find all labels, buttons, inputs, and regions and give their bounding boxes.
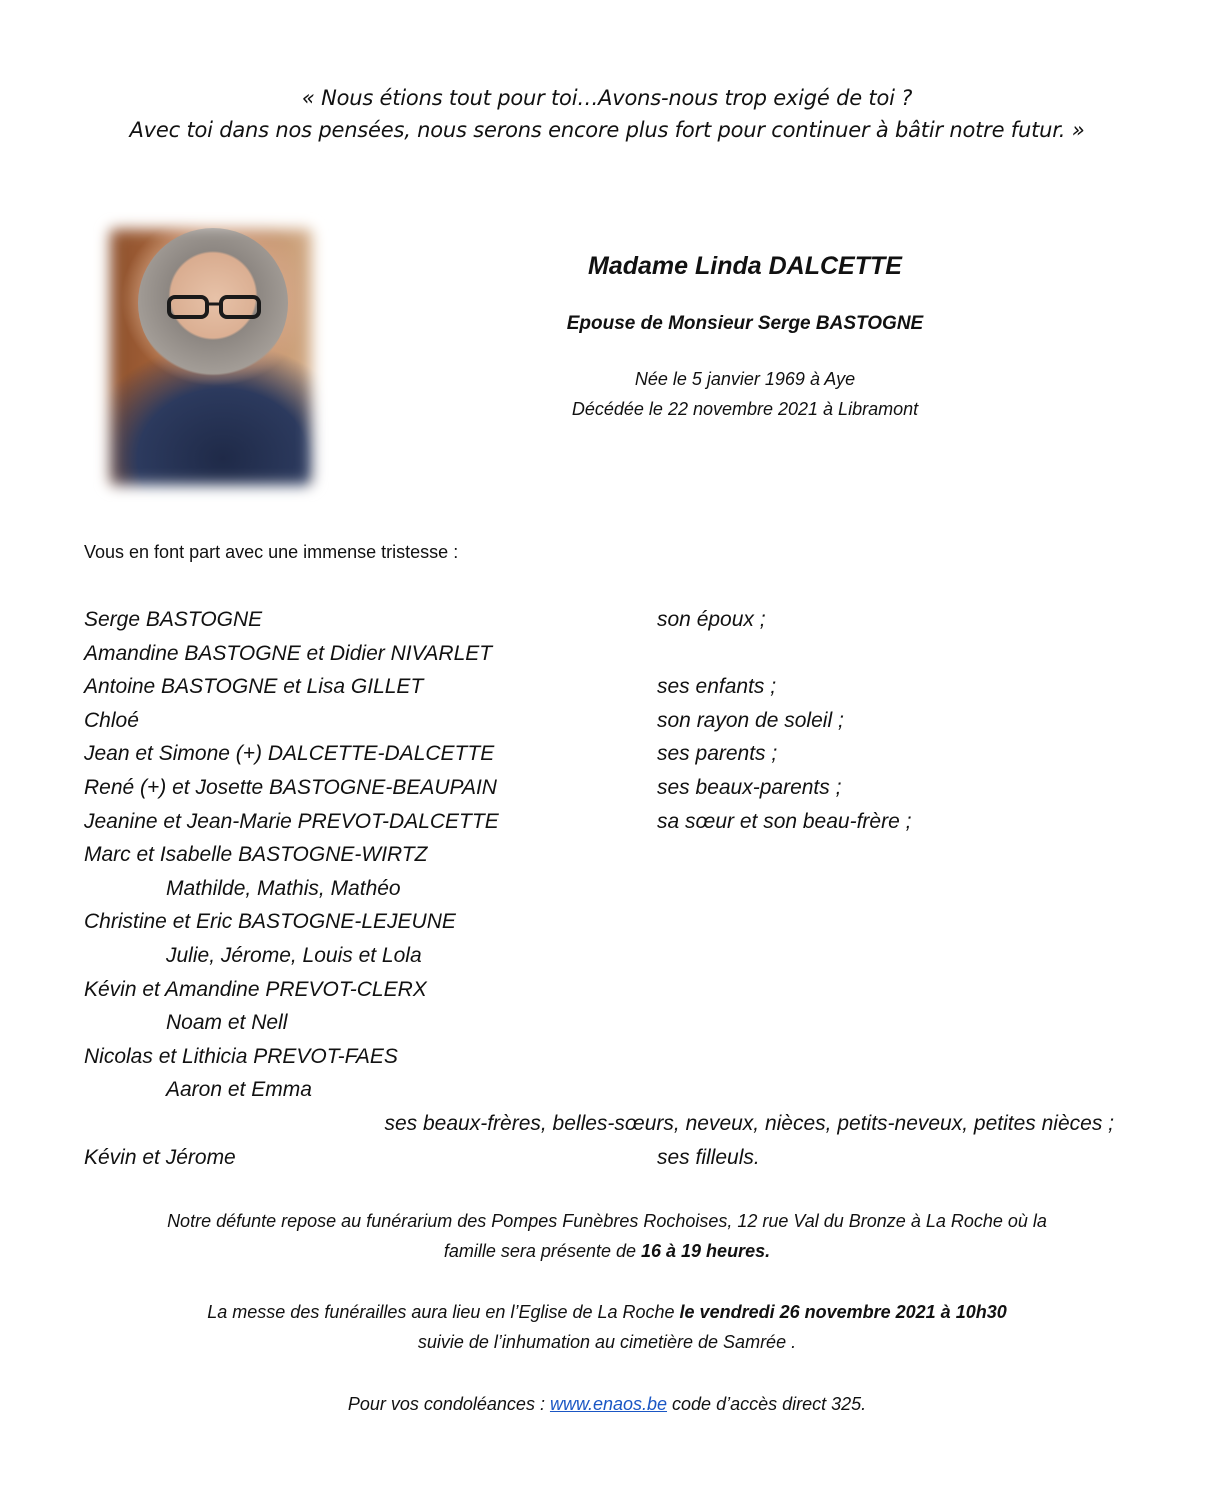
family-row (84, 1141, 1144, 1175)
family-member-children: Julie, Jérome, Louis et Lola (166, 943, 422, 967)
family-member: René (+) et Josette BASTOGNE-BEAUPAIN (84, 775, 497, 799)
life-dates (470, 364, 1020, 424)
mass-text-1: La messe des funérailles aura lieu en l’Eglise de La Roche (207, 1302, 680, 1322)
death-line: Décédée le 22 novembre 2021 à Libramont (571, 399, 919, 419)
family-row (84, 704, 1144, 738)
deceased-name: Madame Linda DALCETTE (588, 252, 902, 280)
family-row (84, 838, 1144, 872)
family-member: Amandine BASTOGNE et Didier NIVARLET (84, 641, 493, 665)
visiting-hours: 16 à 19 heures. (641, 1241, 771, 1261)
family-list (84, 603, 1144, 1174)
family-member: Nicolas et Lithicia PREVOT-FAES (84, 1044, 398, 1068)
quote-line-2: Avec toi dans nos pensées, nous serons encore plus fort pour continuer à bâtir notre futur. » (129, 118, 1085, 142)
birth-line: Née le 5 janvier 1969 à Aye (634, 369, 856, 389)
family-row (84, 1073, 1144, 1107)
family-relation-wide: ses beaux-frères, belles-sœurs, neveux, nièces, petits-neveux, petites nièces ; (384, 1111, 1114, 1135)
spouse-line: Epouse de Monsieur Serge BASTOGNE (566, 313, 924, 334)
family-row (84, 939, 1144, 973)
family-row (84, 973, 1144, 1007)
family-row (84, 905, 1144, 939)
quote-line-1: « Nous étions tout pour toi…Avons-nous trop exigé de toi ? (301, 86, 913, 110)
repose-text-2: famille sera présente de (443, 1241, 641, 1261)
family-row (84, 1006, 1144, 1040)
mass-notice (60, 1297, 1154, 1357)
epigraph-quote (0, 82, 1214, 146)
family-member: Marc et Isabelle BASTOGNE-WIRTZ (84, 843, 428, 867)
mass-date: le vendredi 26 novembre 2021 à 10h30 (679, 1302, 1007, 1322)
condolences-notice (60, 1389, 1154, 1419)
family-row (84, 603, 1144, 637)
family-row (84, 670, 1144, 704)
family-row (84, 737, 1144, 771)
family-member: Kévin et Amandine PREVOT-CLERX (84, 977, 427, 1001)
repose-line-1: Notre défunte repose au funérarium des Pompes Funèbres Rochoises, 12 rue Val du Bronze à La Roche où la (167, 1211, 1047, 1231)
family-relation: ses enfants ; (657, 675, 777, 699)
family-row (84, 805, 1144, 839)
family-member-children: Noam et Nell (166, 1011, 288, 1035)
family-relation: ses filleuls. (657, 1145, 760, 1169)
family-row (84, 1040, 1144, 1074)
family-row (84, 1107, 1144, 1141)
family-relation: ses beaux-parents ; (657, 775, 842, 799)
family-member: Christine et Eric BASTOGNE-LEJEUNE (84, 910, 456, 934)
family-member: Kévin et Jérome (84, 1145, 236, 1169)
condolences-suffix: code d’accès direct 325. (667, 1394, 867, 1414)
family-member: Antoine BASTOGNE et Lisa GILLET (84, 675, 424, 699)
announcement-intro: Vous en font part avec une immense tristesse : (84, 542, 459, 562)
family-member-children: Aaron et Emma (166, 1078, 312, 1102)
mass-line-1 (60, 1297, 1154, 1327)
family-member: Serge BASTOGNE (84, 608, 263, 631)
family-relation: son époux ; (657, 608, 766, 631)
repose-notice (60, 1206, 1154, 1266)
condolences-prefix: Pour vos condoléances : (347, 1394, 550, 1414)
family-member-children: Mathilde, Mathis, Mathéo (166, 876, 401, 900)
family-relation: ses parents ; (657, 742, 778, 766)
condolences-link[interactable]: www.enaos.be (549, 1394, 668, 1414)
family-member: Chloé (84, 708, 139, 732)
mass-line-2: suivie de l’inhumation au cimetière de Samrée . (417, 1332, 797, 1352)
portrait-glasses (166, 294, 262, 320)
family-row (84, 771, 1144, 805)
family-relation: sa sœur et son beau-frère ; (657, 809, 912, 833)
family-row (84, 872, 1144, 906)
family-member: Jeanine et Jean-Marie PREVOT-DALCETTE (84, 809, 499, 833)
repose-line-2 (60, 1236, 1154, 1266)
family-relation: son rayon de soleil ; (657, 708, 844, 732)
family-row (84, 637, 1144, 671)
family-member: Jean et Simone (+) DALCETTE-DALCETTE (84, 742, 495, 766)
